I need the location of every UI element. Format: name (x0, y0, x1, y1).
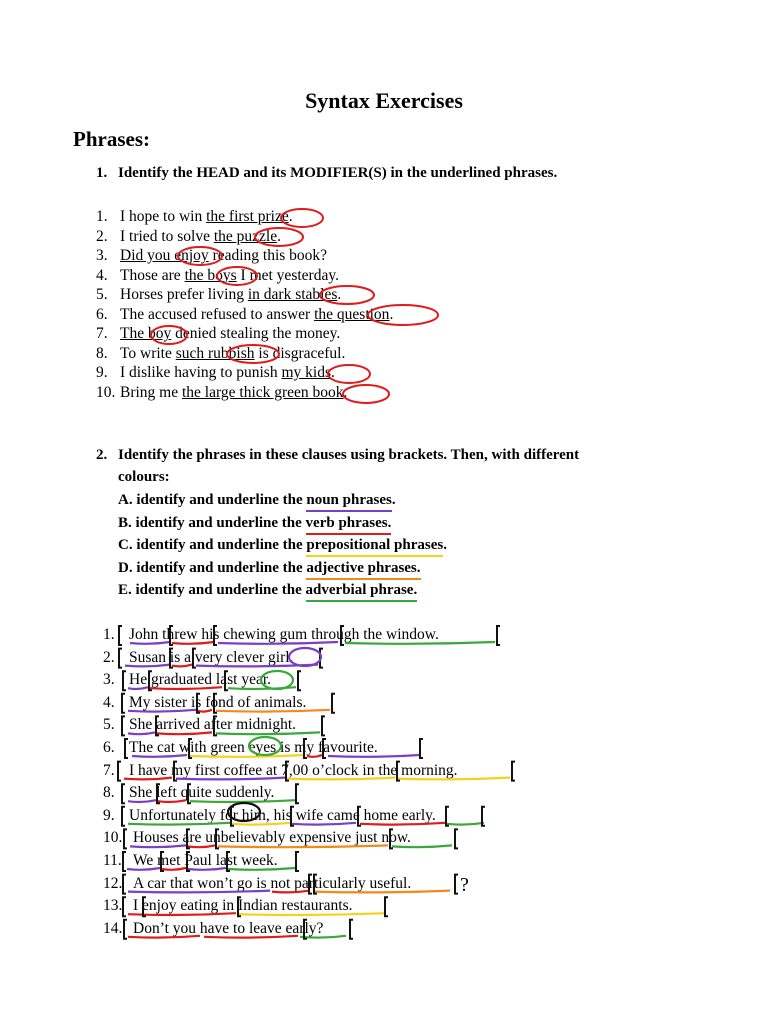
clause-underline (162, 868, 186, 870)
clause-underline (292, 823, 356, 825)
underlined-phrase: my kids (281, 364, 331, 381)
item-text-after: . (277, 227, 281, 245)
item-number: 7. (96, 325, 108, 342)
option-text: identify and underline the (136, 492, 307, 508)
clause-number: 14. (103, 919, 123, 937)
clause-underline (307, 755, 322, 757)
clause-text: She left quite suddenly. (129, 784, 275, 802)
clause-text: Susan is a very clever girl. (129, 648, 294, 666)
clause-bracket (122, 807, 125, 826)
clause-number: 2. (103, 648, 115, 666)
clause-number: 11. (103, 851, 122, 869)
item-number: 4. (96, 266, 108, 284)
clause-bracket (143, 897, 146, 916)
clause-underline (128, 913, 236, 915)
clause-underline (204, 936, 298, 938)
underlined-phrase: the large thick green book (182, 383, 344, 401)
clause-number: 8. (103, 784, 115, 802)
clause-bracket (304, 739, 307, 758)
clause-number: 3. (103, 671, 115, 689)
option-letter: C. (118, 537, 133, 553)
item-text-before: To write (120, 344, 176, 362)
clause-bracket (225, 671, 228, 690)
option-target: adjective phrases. (306, 560, 420, 580)
clause-bracket (296, 784, 299, 803)
clause-number: 12. (103, 874, 123, 892)
task1-instruction-text: Identify the HEAD and its MODIFIER(S) in the underlined phrases. (118, 165, 558, 181)
clause-underline (345, 642, 495, 644)
clause-bracket (350, 920, 353, 939)
clause-bracket (214, 626, 217, 645)
clause-bracket (296, 852, 299, 871)
clause-bracket (304, 920, 307, 939)
section-heading: Phrases: (73, 127, 150, 151)
clause-underline (328, 755, 420, 757)
clause-underline (128, 823, 230, 825)
clause-underline (218, 845, 388, 847)
clause-text: Houses are unbelievably expensive just now. (133, 829, 411, 847)
clause-underline (392, 845, 452, 847)
clause-underline (360, 823, 445, 825)
clause-circle (261, 671, 293, 689)
item-number: 1. (96, 208, 108, 225)
clause-underline (218, 642, 338, 644)
clause-bracket (122, 784, 125, 803)
clause-bracket (332, 694, 335, 713)
clause-underline (157, 732, 212, 734)
option-text: identify and underline the (135, 514, 306, 531)
clause-number: 4. (103, 693, 115, 711)
clause-underline (128, 800, 156, 802)
clause-bracket (512, 762, 515, 781)
clause-bracket (323, 739, 326, 758)
item-text-before: Horses prefer living (120, 286, 248, 303)
option-target: adverbial phrase. (306, 582, 418, 602)
annotation-circle (320, 286, 374, 304)
underlined-phrase: The boy (120, 325, 172, 342)
clause-number: 9. (103, 806, 115, 824)
item-number: 5. (96, 286, 108, 303)
option-end: . (391, 492, 396, 508)
option-text: identify and underline the (136, 537, 307, 553)
annotation-circle (178, 247, 222, 265)
clause-bracket (309, 875, 312, 894)
clause-underline (158, 800, 186, 802)
clause-underline (216, 732, 320, 734)
clause-underline (125, 665, 170, 667)
option-text: identify and underline the (135, 582, 306, 598)
clause-text: I have my first coffee at 7,00 o’clock in the morning. (129, 761, 458, 779)
item-text-before: Those are (120, 266, 185, 284)
clause-bracket (322, 716, 325, 735)
clause-underline (447, 823, 484, 825)
item-text-before: Bring me (120, 383, 182, 401)
clause-underline (190, 755, 305, 757)
item-number: 9. (96, 364, 108, 381)
option-end: . (443, 537, 447, 553)
task2-instruction-line1: Identify the phrases in these clauses using brackets. Then, with different (118, 447, 580, 463)
clause-circle (228, 803, 260, 821)
clause-bracket (122, 716, 125, 735)
underlined-phrase: in dark stables (247, 286, 338, 303)
clause-bracket (420, 739, 423, 758)
item-text-before: I dislike having to punish (120, 364, 282, 381)
item-text-before: I hope to win (120, 208, 207, 225)
clause-text: John threw his chewing gum through the window. (129, 626, 439, 643)
underlined-phrase: the puzzle (213, 227, 278, 245)
underlined-phrase: the question (314, 305, 390, 323)
clause-bracket (455, 829, 458, 848)
item-text-after: is disgraceful. (254, 344, 346, 362)
clause-bracket (119, 626, 122, 645)
task2-number: 2. (96, 447, 108, 463)
clause-text: I enjoy eating in Indian restaurants. (133, 897, 353, 915)
underlined-phrase: the boys (184, 266, 237, 284)
clause-underline (188, 868, 226, 870)
option-letter: D. (118, 559, 133, 576)
clause-underline (128, 936, 200, 938)
clause-bracket (118, 762, 121, 781)
clause-text: A car that won’t go is not particularly useful. (133, 874, 412, 892)
clause-text: Don’t you have to leave early? (133, 919, 324, 937)
clause-bracket (123, 852, 126, 871)
clause-text: Unfortunately for him, his wife came home early. (129, 806, 436, 824)
item-number: 6. (96, 305, 108, 323)
option-target: noun phrases (306, 492, 391, 512)
clause-bracket (123, 671, 126, 690)
clause-number: 1. (103, 626, 115, 643)
underlined-phrase: the first prize (206, 208, 289, 225)
clause-underline (128, 710, 196, 712)
clause-text: We met Paul last week. (133, 851, 278, 869)
clause-underline (130, 642, 170, 644)
item-text-after: . (330, 364, 335, 381)
clause-underline (300, 936, 346, 938)
annotation-circle (368, 305, 438, 325)
clause-text: The cat with green eyes is my favourite. (129, 738, 378, 756)
clause-number: 7. (103, 761, 115, 779)
clause-circle (289, 648, 321, 666)
clause-bracket (124, 920, 127, 939)
item-text-after: . (343, 383, 348, 401)
clause-underline (216, 710, 330, 712)
clause-underline (272, 891, 310, 893)
clause-bracket (123, 897, 126, 916)
item-text-before: I tried to solve (120, 227, 214, 245)
clause-bracket (124, 829, 127, 848)
clause-number: 6. (103, 738, 115, 756)
clause-bracket (193, 649, 196, 668)
clause-underline (172, 642, 214, 644)
clause-underline (150, 687, 222, 689)
item-text-before: The accused refused to answer (120, 305, 315, 323)
clause-text: He graduated last year. (129, 671, 272, 689)
underlined-phrase: Did you enjoy (120, 247, 209, 264)
clause-underline (128, 732, 155, 734)
clause-number: 10. (103, 829, 123, 847)
item-text-after: reading this book? (208, 247, 328, 264)
item-text-after: . (389, 305, 394, 323)
annotation-circle (328, 365, 370, 383)
clause-underline (198, 710, 212, 712)
clause-underline (287, 778, 395, 780)
clause-underline (398, 778, 510, 780)
clause-underline (190, 800, 295, 802)
item-text-after: . (288, 208, 293, 225)
clause-underline (132, 755, 187, 757)
clause-bracket (119, 649, 122, 668)
annotation-circle (255, 228, 303, 246)
annotation-circle (281, 209, 323, 227)
clause-underline (232, 823, 290, 825)
option-letter: E. (118, 582, 132, 598)
clause-underline (172, 665, 192, 667)
clause-underline (176, 778, 285, 780)
option-letter: B. (118, 514, 132, 531)
clause-underline (228, 868, 295, 870)
clause-text: My sister is fond of animals. (129, 693, 307, 711)
item-number: 3. (96, 247, 108, 264)
margin-question-mark: ? (460, 874, 469, 896)
clause-bracket (122, 694, 125, 713)
clause-underline (128, 891, 270, 893)
clause-number: 5. (103, 716, 115, 734)
annotation-circle (227, 345, 279, 363)
option-letter: A. (118, 492, 133, 508)
option-text: identify and underline the (136, 559, 307, 576)
clause-bracket (497, 626, 500, 645)
annotation-circle (151, 326, 187, 344)
item-text-after: . (337, 286, 342, 303)
clause-number: 13. (103, 897, 123, 915)
clause-bracket (125, 739, 128, 758)
clause-underline (128, 687, 148, 689)
clause-bracket (341, 626, 344, 645)
clause-bracket (298, 671, 301, 690)
item-text-after: denied stealing the money. (171, 325, 341, 342)
item-number: 8. (96, 344, 108, 362)
clause-underline (314, 891, 450, 893)
clause-bracket (123, 875, 126, 894)
clause-underline (127, 868, 160, 870)
clause-circle (249, 737, 281, 755)
clause-underline (130, 845, 186, 847)
clause-underline (238, 913, 385, 915)
item-number: 10. (96, 383, 116, 401)
annotation-circle (217, 267, 257, 285)
option-target: verb phrases. (306, 515, 392, 535)
clause-bracket (385, 897, 388, 916)
clause-underline (124, 778, 172, 780)
task1-number: 1. (96, 165, 108, 181)
item-number: 2. (96, 227, 108, 245)
underlined-phrase: such rubbish (175, 344, 255, 362)
item-text-after: I met yesterday. (236, 266, 339, 284)
clause-bracket (455, 875, 458, 894)
option-target: prepositional phrases (306, 537, 443, 557)
clause-underline (188, 845, 215, 847)
clause-text: She arrived after midnight. (129, 716, 297, 734)
page-title: Syntax Exercises (305, 88, 463, 113)
annotation-circle (343, 385, 389, 403)
task2-instruction-line2: colours: (118, 469, 170, 485)
